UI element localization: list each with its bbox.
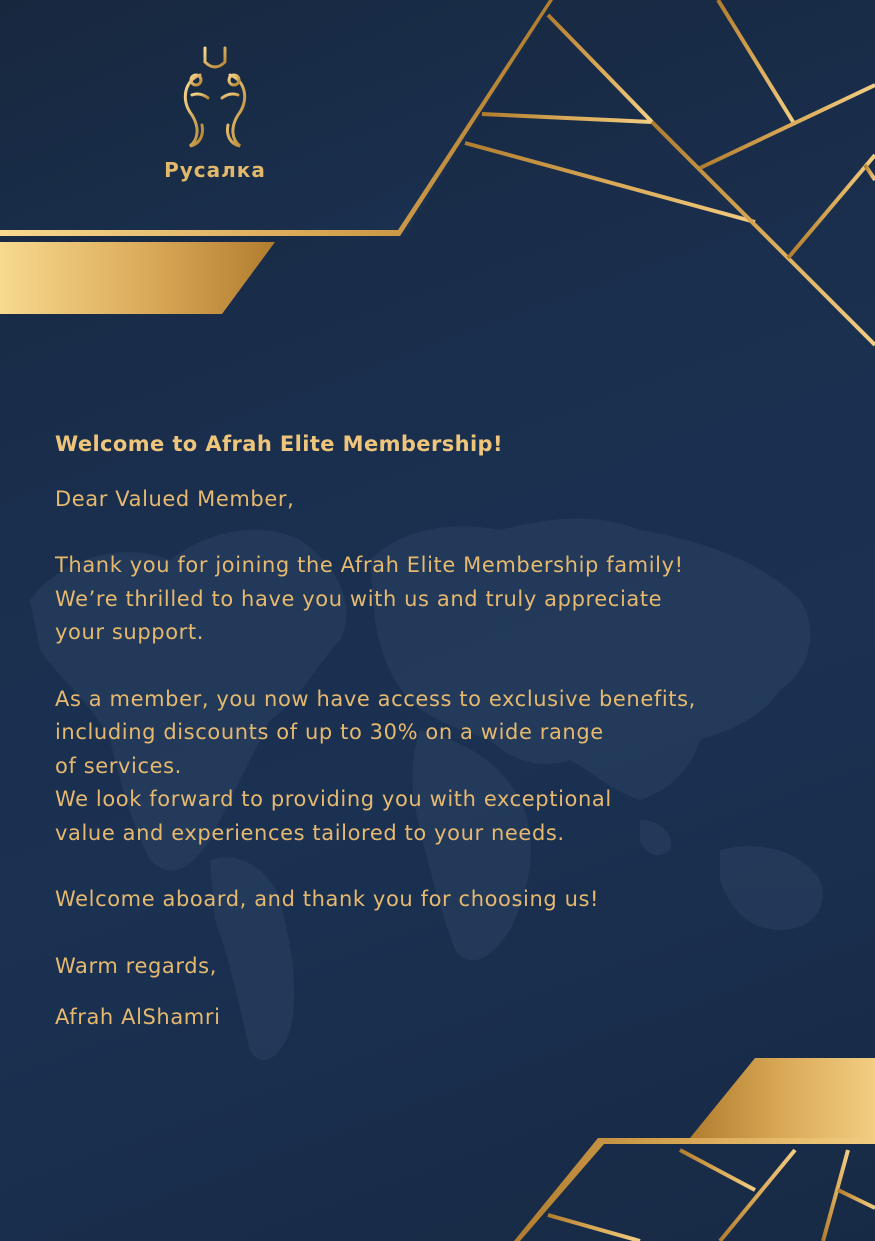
paragraph-line: of services. — [55, 753, 182, 778]
letter-paragraph-benefits — [55, 683, 815, 784]
paragraph-line: your support. — [55, 620, 204, 644]
paragraph-line: As a member, you now have access to exclusive benefits, — [55, 686, 696, 711]
paragraph-line: including discounts of up to 30% on a wide range — [55, 720, 604, 744]
mermaid-trident-icon — [170, 40, 260, 155]
top-right-lines — [465, 0, 875, 345]
paragraph-line: We look forward to providing you with exceptional — [55, 787, 612, 811]
letter-signature: Afrah AlShamri — [55, 1005, 221, 1029]
letter-greeting: Dear Valued Member, — [55, 486, 295, 511]
brand-logo — [150, 40, 280, 190]
brand-name: Русалка — [164, 158, 266, 182]
letter-closing: Welcome aboard, and thank you for choosing us! — [55, 887, 600, 911]
letter-paragraph-value — [55, 783, 815, 850]
bottom-right-lines — [548, 1150, 875, 1241]
paragraph-line: We’re thrilled to have you with us and truly appreciate — [55, 586, 663, 611]
letter-regards: Warm regards, — [55, 953, 217, 978]
paragraph-line: Thank you for joining the Afrah Elite Membership family! — [55, 553, 684, 577]
letter-title: Welcome to Afrah Elite Membership! — [55, 432, 503, 456]
letter-body — [55, 428, 815, 1035]
letter-paragraph-thanks — [55, 549, 815, 650]
paragraph-line: value and experiences tailored to your needs. — [55, 820, 565, 845]
